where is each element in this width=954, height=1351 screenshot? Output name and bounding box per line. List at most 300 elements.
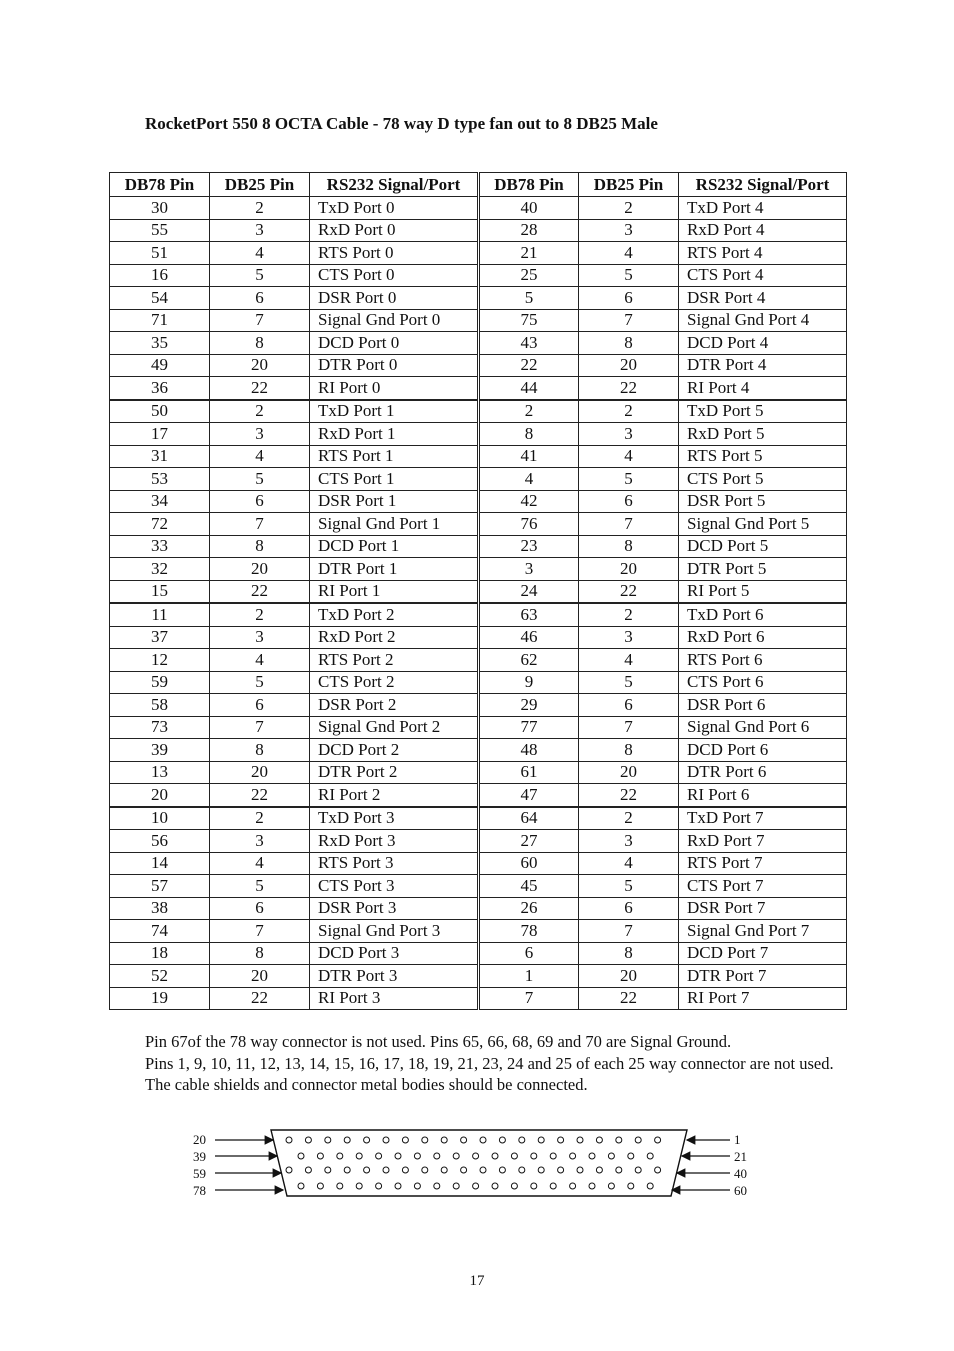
cell-rs232-signal: TxD Port 6 — [679, 603, 847, 626]
table-row — [110, 716, 847, 739]
cell-rs232-signal: DCD Port 5 — [679, 535, 847, 558]
table-header-row — [110, 173, 847, 197]
db78-connector-diagram — [185, 1122, 775, 1202]
pin-hole — [628, 1153, 634, 1159]
right-label-60: 60 — [734, 1183, 747, 1198]
pin-hole — [364, 1137, 370, 1143]
table-row — [110, 580, 847, 603]
cell-rs232-signal: DSR Port 3 — [310, 897, 479, 920]
pin-hole — [635, 1137, 641, 1143]
cell-rs232-signal: CTS Port 1 — [310, 468, 479, 491]
table-row — [110, 694, 847, 717]
pin-hole — [511, 1153, 517, 1159]
cell-db25-pin: 20 — [579, 761, 679, 784]
table-row — [110, 784, 847, 807]
cell-db78-pin: 52 — [110, 965, 210, 988]
page-number: 17 — [469, 1273, 485, 1289]
cell-db25-pin: 4 — [579, 445, 679, 468]
cell-rs232-signal: DCD Port 0 — [310, 332, 479, 355]
cell-db78-pin: 8 — [479, 423, 579, 446]
cell-rs232-signal: DTR Port 3 — [310, 965, 479, 988]
cell-db78-pin: 4 — [479, 468, 579, 491]
pin-hole — [473, 1153, 479, 1159]
cell-db78-pin: 37 — [110, 626, 210, 649]
left-label-20: 20 — [193, 1132, 206, 1147]
pin-hole — [616, 1167, 622, 1173]
right-label-40: 40 — [734, 1166, 747, 1181]
cell-db25-pin: 6 — [579, 287, 679, 310]
cell-db25-pin: 20 — [579, 558, 679, 581]
header-rs232-signal: RS232 Signal/Port — [310, 173, 479, 197]
cell-rs232-signal: RTS Port 3 — [310, 852, 479, 875]
cell-db25-pin: 7 — [579, 716, 679, 739]
cell-rs232-signal: RI Port 6 — [679, 784, 847, 807]
table-row — [110, 354, 847, 377]
cell-db25-pin: 4 — [579, 649, 679, 672]
table-row — [110, 852, 847, 875]
pin-hole — [577, 1137, 583, 1143]
cell-db78-pin: 6 — [479, 942, 579, 965]
pin-hole — [402, 1167, 408, 1173]
cell-rs232-signal: RxD Port 0 — [310, 219, 479, 242]
cell-db78-pin: 44 — [479, 377, 579, 400]
cell-db78-pin: 16 — [110, 264, 210, 287]
cell-rs232-signal: RTS Port 2 — [310, 649, 479, 672]
table-row — [110, 761, 847, 784]
cell-db78-pin: 38 — [110, 897, 210, 920]
cell-rs232-signal: RTS Port 1 — [310, 445, 479, 468]
cell-db78-pin: 51 — [110, 242, 210, 265]
pin-hole — [402, 1137, 408, 1143]
table-row — [110, 739, 847, 762]
pin-hole — [473, 1183, 479, 1189]
cell-db78-pin: 10 — [110, 807, 210, 830]
cell-rs232-signal: CTS Port 7 — [679, 875, 847, 898]
cell-rs232-signal: RTS Port 6 — [679, 649, 847, 672]
table-row — [110, 535, 847, 558]
cell-db25-pin: 5 — [210, 671, 310, 694]
pin-hole — [453, 1153, 459, 1159]
pin-hole — [441, 1167, 447, 1173]
cell-db25-pin: 8 — [579, 535, 679, 558]
pin-hole — [499, 1137, 505, 1143]
cell-rs232-signal: TxD Port 7 — [679, 807, 847, 830]
cell-db78-pin: 60 — [479, 852, 579, 875]
cell-db25-pin: 3 — [579, 830, 679, 853]
cell-db78-pin: 75 — [479, 309, 579, 332]
pin-hole — [558, 1137, 564, 1143]
cell-db25-pin: 22 — [579, 784, 679, 807]
cell-db78-pin: 25 — [479, 264, 579, 287]
cell-db25-pin: 22 — [210, 784, 310, 807]
pin-hole — [383, 1137, 389, 1143]
pin-hole — [286, 1137, 292, 1143]
table-row — [110, 987, 847, 1010]
cell-rs232-signal: RI Port 5 — [679, 580, 847, 603]
cell-db25-pin: 2 — [210, 603, 310, 626]
table-row — [110, 468, 847, 491]
cell-db25-pin: 4 — [210, 852, 310, 875]
pin-hole — [550, 1153, 556, 1159]
cell-db78-pin: 54 — [110, 287, 210, 310]
pin-hole — [317, 1153, 323, 1159]
pin-hole — [519, 1167, 525, 1173]
pin-hole — [356, 1153, 362, 1159]
cell-db25-pin: 8 — [210, 739, 310, 762]
cell-rs232-signal: RTS Port 7 — [679, 852, 847, 875]
pin-hole — [325, 1167, 331, 1173]
cell-db78-pin: 7 — [479, 987, 579, 1010]
left-label-39: 39 — [193, 1149, 206, 1164]
cell-db78-pin: 72 — [110, 513, 210, 536]
cell-db78-pin: 64 — [479, 807, 579, 830]
cell-db78-pin: 77 — [479, 716, 579, 739]
pin-hole — [337, 1183, 343, 1189]
table-row — [110, 309, 847, 332]
cell-rs232-signal: TxD Port 5 — [679, 400, 847, 423]
cell-db25-pin: 22 — [579, 987, 679, 1010]
table-row — [110, 920, 847, 943]
connector-pins — [286, 1137, 661, 1189]
cell-rs232-signal: RxD Port 2 — [310, 626, 479, 649]
cell-db25-pin: 6 — [210, 287, 310, 310]
cell-db25-pin: 5 — [210, 264, 310, 287]
cell-rs232-signal: RI Port 7 — [679, 987, 847, 1010]
table-body — [110, 197, 847, 1010]
cell-db78-pin: 33 — [110, 535, 210, 558]
cell-db25-pin: 8 — [210, 332, 310, 355]
cell-db25-pin: 5 — [579, 264, 679, 287]
cell-rs232-signal: RxD Port 7 — [679, 830, 847, 853]
pin-hole — [647, 1183, 653, 1189]
pin-hole — [531, 1153, 537, 1159]
pin-hole — [499, 1167, 505, 1173]
cell-rs232-signal: RI Port 4 — [679, 377, 847, 400]
cell-db25-pin: 6 — [579, 694, 679, 717]
cell-rs232-signal: Signal Gnd Port 6 — [679, 716, 847, 739]
cell-db78-pin: 28 — [479, 219, 579, 242]
cell-db78-pin: 24 — [479, 580, 579, 603]
pin-hole — [453, 1183, 459, 1189]
cell-rs232-signal: DSR Port 5 — [679, 490, 847, 513]
cell-db78-pin: 27 — [479, 830, 579, 853]
cell-db25-pin: 7 — [579, 309, 679, 332]
pin-hole — [589, 1153, 595, 1159]
cell-rs232-signal: DTR Port 6 — [679, 761, 847, 784]
cell-db25-pin: 7 — [210, 513, 310, 536]
pin-hole — [356, 1183, 362, 1189]
pin-hole — [364, 1167, 370, 1173]
cell-db25-pin: 7 — [210, 716, 310, 739]
table-row — [110, 490, 847, 513]
table-row — [110, 377, 847, 400]
cell-rs232-signal: RI Port 3 — [310, 987, 479, 1010]
cell-rs232-signal: RI Port 2 — [310, 784, 479, 807]
cell-rs232-signal: RxD Port 3 — [310, 830, 479, 853]
left-label-78: 78 — [193, 1183, 206, 1198]
cell-db78-pin: 1 — [479, 965, 579, 988]
cell-db25-pin: 7 — [579, 920, 679, 943]
note-unused-pin-78: Pin 67of the 78 way connector is not used. Pins 65, 66, 68, 69 and 70 are Signal Ground. — [145, 1032, 732, 1051]
cell-db78-pin: 31 — [110, 445, 210, 468]
cell-rs232-signal: RxD Port 1 — [310, 423, 479, 446]
cell-db25-pin: 2 — [210, 197, 310, 220]
cell-rs232-signal: Signal Gnd Port 4 — [679, 309, 847, 332]
table-row — [110, 603, 847, 626]
cell-db78-pin: 78 — [479, 920, 579, 943]
cell-db25-pin: 3 — [579, 423, 679, 446]
cell-rs232-signal: CTS Port 4 — [679, 264, 847, 287]
table-row — [110, 242, 847, 265]
pin-hole — [635, 1167, 641, 1173]
cell-rs232-signal: RI Port 0 — [310, 377, 479, 400]
cell-db78-pin: 63 — [479, 603, 579, 626]
pin-hole — [577, 1167, 583, 1173]
cell-db78-pin: 43 — [479, 332, 579, 355]
cell-db25-pin: 20 — [210, 354, 310, 377]
cell-rs232-signal: DCD Port 6 — [679, 739, 847, 762]
pin-hole — [616, 1137, 622, 1143]
cell-rs232-signal: CTS Port 5 — [679, 468, 847, 491]
cell-db25-pin: 2 — [579, 400, 679, 423]
cell-db78-pin: 2 — [479, 400, 579, 423]
cell-db78-pin: 35 — [110, 332, 210, 355]
pin-hole — [480, 1167, 486, 1173]
cell-rs232-signal: TxD Port 4 — [679, 197, 847, 220]
pinout-table — [109, 172, 847, 1010]
cell-rs232-signal: DCD Port 7 — [679, 942, 847, 965]
pin-hole — [596, 1167, 602, 1173]
cell-db25-pin: 6 — [210, 694, 310, 717]
pin-hole — [298, 1183, 304, 1189]
note-shields: The cable shields and connector metal bodies should be connected. — [145, 1075, 588, 1094]
header-rs232-signal: RS232 Signal/Port — [679, 173, 847, 197]
pin-hole — [570, 1153, 576, 1159]
cell-db25-pin: 6 — [579, 897, 679, 920]
pin-hole — [550, 1183, 556, 1189]
table-row — [110, 287, 847, 310]
pin-hole — [434, 1183, 440, 1189]
cell-rs232-signal: Signal Gnd Port 7 — [679, 920, 847, 943]
cell-rs232-signal: RI Port 1 — [310, 580, 479, 603]
table-row — [110, 400, 847, 423]
cell-db78-pin: 19 — [110, 987, 210, 1010]
cell-rs232-signal: TxD Port 1 — [310, 400, 479, 423]
cell-rs232-signal: CTS Port 3 — [310, 875, 479, 898]
left-pin-arrows — [215, 1140, 283, 1190]
cell-db25-pin: 3 — [210, 626, 310, 649]
cell-db78-pin: 58 — [110, 694, 210, 717]
cell-db78-pin: 49 — [110, 354, 210, 377]
table-row — [110, 513, 847, 536]
right-label-21: 21 — [734, 1149, 747, 1164]
cell-db78-pin: 53 — [110, 468, 210, 491]
cell-rs232-signal: DTR Port 2 — [310, 761, 479, 784]
cell-db78-pin: 40 — [479, 197, 579, 220]
cell-db25-pin: 8 — [210, 535, 310, 558]
cell-db78-pin: 41 — [479, 445, 579, 468]
pin-hole — [570, 1183, 576, 1189]
pin-hole — [337, 1153, 343, 1159]
pin-hole — [461, 1167, 467, 1173]
right-label-1: 1 — [734, 1132, 741, 1147]
cell-rs232-signal: RxD Port 4 — [679, 219, 847, 242]
cell-rs232-signal: CTS Port 0 — [310, 264, 479, 287]
pin-hole — [422, 1167, 428, 1173]
cell-db25-pin: 8 — [210, 942, 310, 965]
cell-db78-pin: 20 — [110, 784, 210, 807]
cell-rs232-signal: RxD Port 5 — [679, 423, 847, 446]
cell-db25-pin: 5 — [579, 671, 679, 694]
pin-hole — [325, 1137, 331, 1143]
pin-hole — [480, 1137, 486, 1143]
pin-hole — [538, 1167, 544, 1173]
cell-db25-pin: 2 — [579, 197, 679, 220]
cell-db78-pin: 59 — [110, 671, 210, 694]
cell-db78-pin: 39 — [110, 739, 210, 762]
pin-hole — [589, 1183, 595, 1189]
cell-db78-pin: 11 — [110, 603, 210, 626]
cell-db78-pin: 22 — [479, 354, 579, 377]
cell-db78-pin: 13 — [110, 761, 210, 784]
cell-db78-pin: 12 — [110, 649, 210, 672]
cell-db25-pin: 20 — [210, 761, 310, 784]
cell-db25-pin: 2 — [579, 603, 679, 626]
cell-db25-pin: 2 — [210, 807, 310, 830]
cell-db25-pin: 7 — [210, 309, 310, 332]
pin-hole — [492, 1183, 498, 1189]
cell-rs232-signal: CTS Port 2 — [310, 671, 479, 694]
cell-db78-pin: 18 — [110, 942, 210, 965]
note-unused-pins-25: Pins 1, 9, 10, 11, 12, 13, 14, 15, 16, 17, 18, 19, 21, 23, 24 and 25 of each 25 way connector are not used. — [145, 1053, 834, 1073]
cell-db25-pin: 3 — [210, 423, 310, 446]
pin-hole — [298, 1153, 304, 1159]
cell-db78-pin: 46 — [479, 626, 579, 649]
cell-db78-pin: 36 — [110, 377, 210, 400]
cell-db78-pin: 73 — [110, 716, 210, 739]
pin-hole — [344, 1137, 350, 1143]
cell-rs232-signal: Signal Gnd Port 1 — [310, 513, 479, 536]
left-label-59: 59 — [193, 1166, 206, 1181]
cell-rs232-signal: RTS Port 0 — [310, 242, 479, 265]
cell-rs232-signal: DTR Port 0 — [310, 354, 479, 377]
table-row — [110, 671, 847, 694]
cell-db25-pin: 6 — [579, 490, 679, 513]
cell-db78-pin: 34 — [110, 490, 210, 513]
pin-hole — [376, 1183, 382, 1189]
cell-rs232-signal: CTS Port 6 — [679, 671, 847, 694]
cell-db78-pin: 15 — [110, 580, 210, 603]
cell-db78-pin: 45 — [479, 875, 579, 898]
pin-hole — [414, 1153, 420, 1159]
cell-db78-pin: 42 — [479, 490, 579, 513]
pin-hole — [655, 1167, 661, 1173]
header-db78-pin: DB78 Pin — [479, 173, 579, 197]
table-row — [110, 897, 847, 920]
cell-db25-pin: 20 — [210, 558, 310, 581]
cell-rs232-signal: DSR Port 6 — [679, 694, 847, 717]
cell-db25-pin: 5 — [579, 875, 679, 898]
header-db25-pin: DB25 Pin — [210, 173, 310, 197]
cell-db25-pin: 22 — [210, 580, 310, 603]
pin-hole — [441, 1137, 447, 1143]
pin-hole — [461, 1137, 467, 1143]
cell-db25-pin: 4 — [210, 445, 310, 468]
cell-db78-pin: 76 — [479, 513, 579, 536]
cell-db78-pin: 30 — [110, 197, 210, 220]
cell-db25-pin: 5 — [210, 875, 310, 898]
cell-db78-pin: 57 — [110, 875, 210, 898]
pin-hole — [305, 1167, 311, 1173]
cell-db78-pin: 32 — [110, 558, 210, 581]
cell-rs232-signal: RTS Port 4 — [679, 242, 847, 265]
table-row — [110, 649, 847, 672]
cell-db78-pin: 14 — [110, 852, 210, 875]
page-title: RocketPort 550 8 OCTA Cable - 78 way D type fan out to 8 DB25 Male — [145, 114, 658, 133]
pin-hole — [647, 1153, 653, 1159]
pin-hole — [286, 1167, 292, 1173]
cell-db25-pin: 8 — [579, 332, 679, 355]
table-row — [110, 332, 847, 355]
cell-rs232-signal: TxD Port 2 — [310, 603, 479, 626]
table-row — [110, 219, 847, 242]
pin-hole — [383, 1167, 389, 1173]
cell-db25-pin: 2 — [579, 807, 679, 830]
right-pin-arrows — [672, 1140, 730, 1190]
table-row — [110, 197, 847, 220]
table-row — [110, 830, 847, 853]
cell-db25-pin: 6 — [210, 490, 310, 513]
table-row — [110, 264, 847, 287]
table-row — [110, 626, 847, 649]
pin-hole — [422, 1137, 428, 1143]
cell-db25-pin: 4 — [579, 242, 679, 265]
pin-hole — [395, 1153, 401, 1159]
cell-db25-pin: 3 — [210, 830, 310, 853]
cell-db25-pin: 20 — [210, 965, 310, 988]
cell-db25-pin: 7 — [579, 513, 679, 536]
pin-hole — [305, 1137, 311, 1143]
table-row — [110, 807, 847, 830]
cell-rs232-signal: DSR Port 2 — [310, 694, 479, 717]
cell-db25-pin: 22 — [579, 377, 679, 400]
cell-db25-pin: 4 — [210, 242, 310, 265]
pin-hole — [511, 1183, 517, 1189]
cell-db25-pin: 5 — [210, 468, 310, 491]
cell-db25-pin: 22 — [579, 580, 679, 603]
cell-rs232-signal: DSR Port 0 — [310, 287, 479, 310]
pin-hole — [519, 1137, 525, 1143]
cell-rs232-signal: DCD Port 4 — [679, 332, 847, 355]
cell-db78-pin: 29 — [479, 694, 579, 717]
cell-db25-pin: 20 — [579, 965, 679, 988]
notes — [145, 1031, 835, 1096]
cell-rs232-signal: DSR Port 1 — [310, 490, 479, 513]
cell-db25-pin: 3 — [579, 219, 679, 242]
table-row — [110, 423, 847, 446]
cell-db78-pin: 50 — [110, 400, 210, 423]
cell-db25-pin: 8 — [579, 739, 679, 762]
cell-db78-pin: 62 — [479, 649, 579, 672]
cell-rs232-signal: DTR Port 5 — [679, 558, 847, 581]
cell-db25-pin: 3 — [579, 626, 679, 649]
cell-rs232-signal: RxD Port 6 — [679, 626, 847, 649]
pin-hole — [655, 1137, 661, 1143]
pin-hole — [608, 1153, 614, 1159]
table-row — [110, 965, 847, 988]
cell-rs232-signal: Signal Gnd Port 3 — [310, 920, 479, 943]
cell-db25-pin: 7 — [210, 920, 310, 943]
